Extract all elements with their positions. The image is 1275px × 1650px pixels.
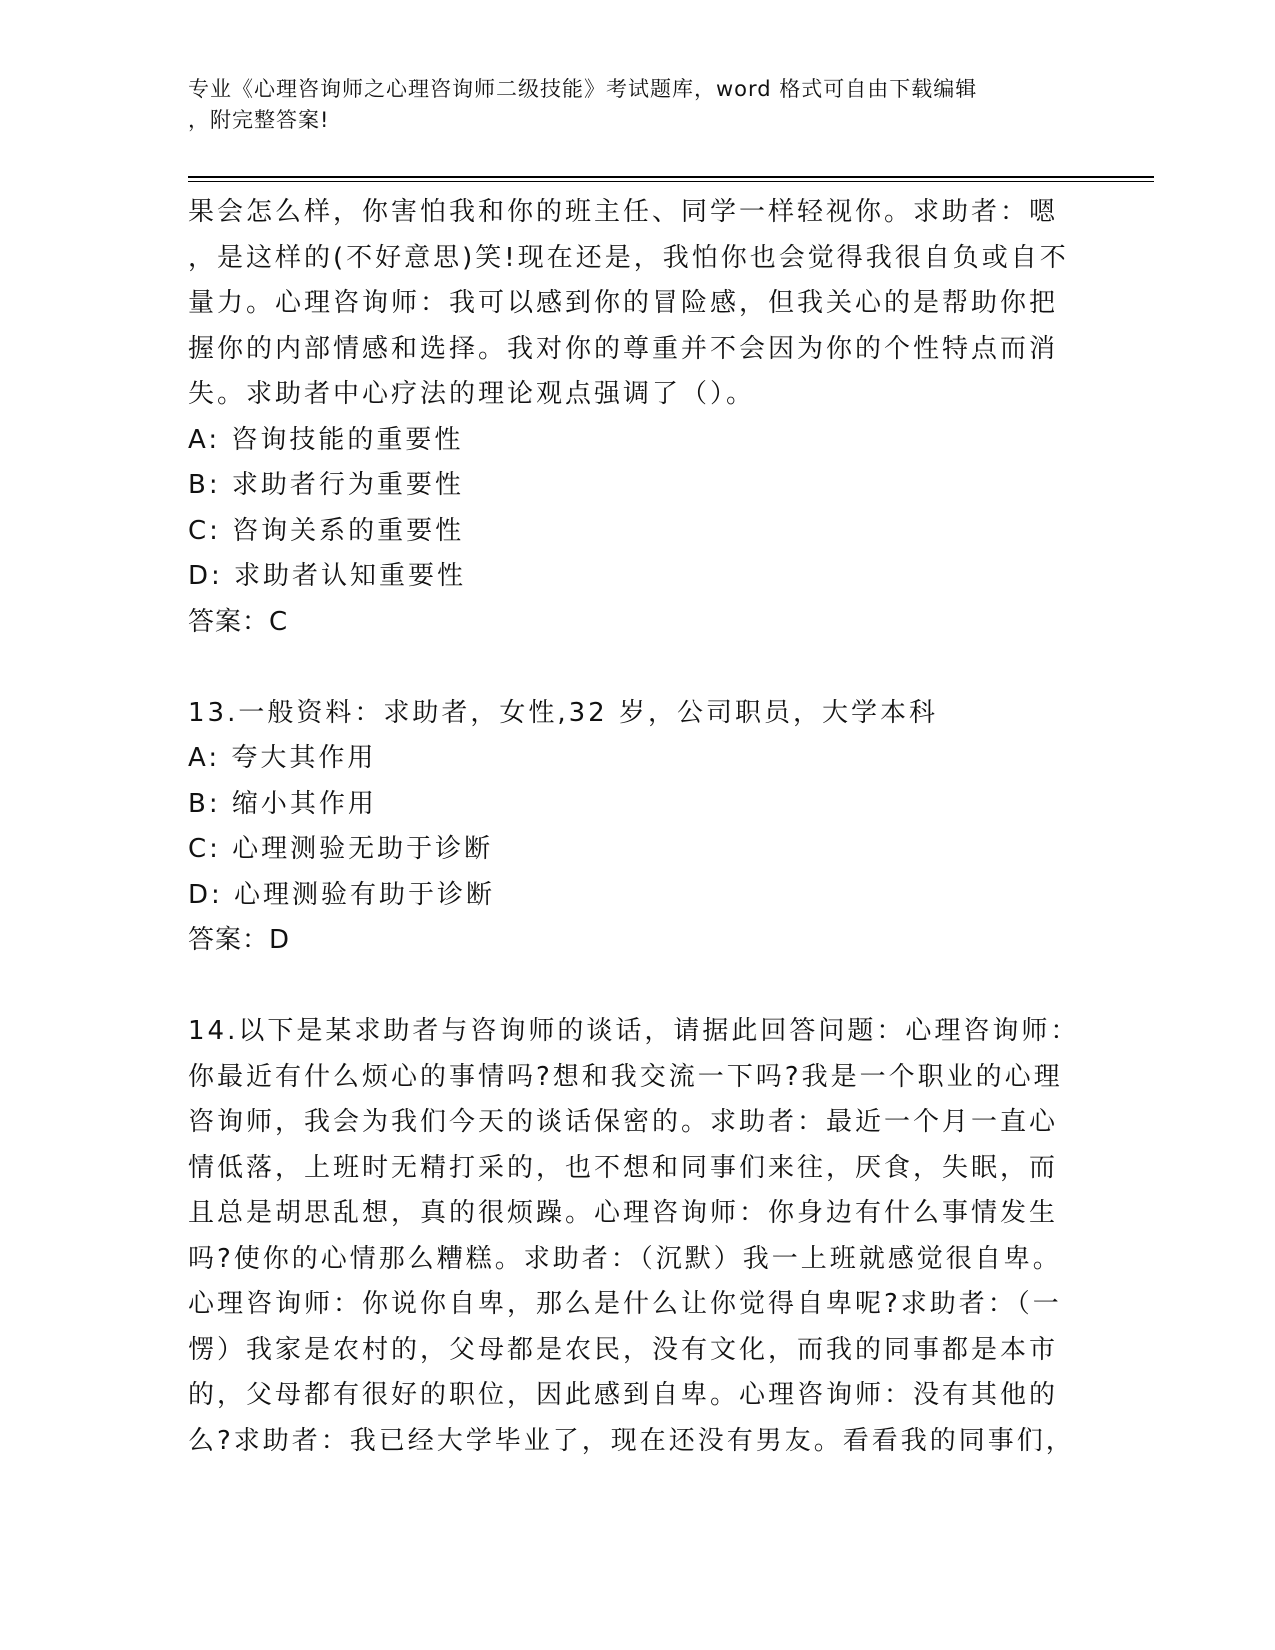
spacer	[188, 964, 1088, 1010]
question-text-line: 握你的内部情感和选择。我对你的尊重并不会因为你的个性特点而消	[188, 333, 1059, 364]
question-text-line: 情低落，上班时无精打采的，也不想和同事们来往，厌食，失眠，而	[188, 1152, 1059, 1183]
header-rule-thin	[188, 181, 1154, 182]
header-line-2: ，附完整答案!	[188, 108, 330, 132]
question-text-line: 13.一般资料：求助者，女性,32 岁，公司职员，大学本科	[188, 697, 938, 728]
header-rule-thick	[188, 176, 1154, 178]
question-text-line: ，是这样的(不好意思)笑!现在还是，我怕你也会觉得我很自负或自不	[188, 242, 1069, 273]
option-c: C: 咨询关系的重要性	[188, 515, 465, 546]
question-text-line: 愣）我家是农村的，父母都是农民，没有文化，而我的同事都是本市	[188, 1334, 1059, 1365]
question-text-line: 吗?使你的心情那么糟糕。求助者：（沉默）我一上班就感觉很自卑。	[188, 1243, 1062, 1274]
question-text-line: 14.以下是某求助者与咨询师的谈话，请据此回答问题：心理咨询师：	[188, 1016, 1080, 1046]
answer: 答案：D	[188, 925, 291, 955]
option-c: C: 心理测验无助于诊断	[188, 834, 494, 864]
question-text-line: 你最近有什么烦心的事情吗?想和我交流一下吗?我是一个职业的心理	[188, 1061, 1063, 1092]
answer: 答案：C	[188, 606, 289, 637]
question-text-line: 量力。心理咨询师：我可以感到你的冒险感，但我关心的是帮助你把	[188, 288, 1059, 318]
option-d: D: 求助者认知重要性	[188, 561, 467, 591]
question-text-line: 咨询师，我会为我们今天的谈话保密的。求助者：最近一个月一直心	[188, 1107, 1059, 1137]
question-text-line: 的，父母都有很好的职位，因此感到自卑。心理咨询师：没有其他的	[188, 1380, 1059, 1410]
question-text-line: 果会怎么样，你害怕我和你的班主任、同学一样轻视你。求助者：嗯	[188, 197, 1059, 227]
question-text-line: 失。求助者中心疗法的理论观点强调了（）。	[188, 379, 756, 409]
question-text-line: 且总是胡思乱想，真的很烦躁。心理咨询师：你身边有什么事情发生	[188, 1198, 1059, 1228]
question-text-line: 心理咨询师：你说你自卑，那么是什么让你觉得自卑呢?求助者：（一	[188, 1289, 1062, 1319]
question-text-line: 么?求助者：我已经大学毕业了，现在还没有男友。看看我的同事们，	[188, 1425, 1075, 1456]
header-line-1: 专业《心理咨询师之心理咨询师二级技能》考试题库，word 格式可自由下载编辑	[188, 77, 978, 101]
document-body	[188, 190, 1088, 1464]
question-13	[188, 691, 1088, 964]
option-d: D: 心理测验有助于诊断	[188, 879, 496, 910]
option-b: B: 缩小其作用	[188, 788, 377, 819]
question-14	[188, 1009, 1088, 1464]
question-12	[188, 190, 1088, 645]
option-a: A: 咨询技能的重要性	[188, 424, 464, 455]
option-b: B: 求助者行为重要性	[188, 470, 464, 500]
spacer	[188, 645, 1088, 691]
document-header	[188, 74, 1088, 136]
option-a: A: 夸大其作用	[188, 743, 377, 773]
